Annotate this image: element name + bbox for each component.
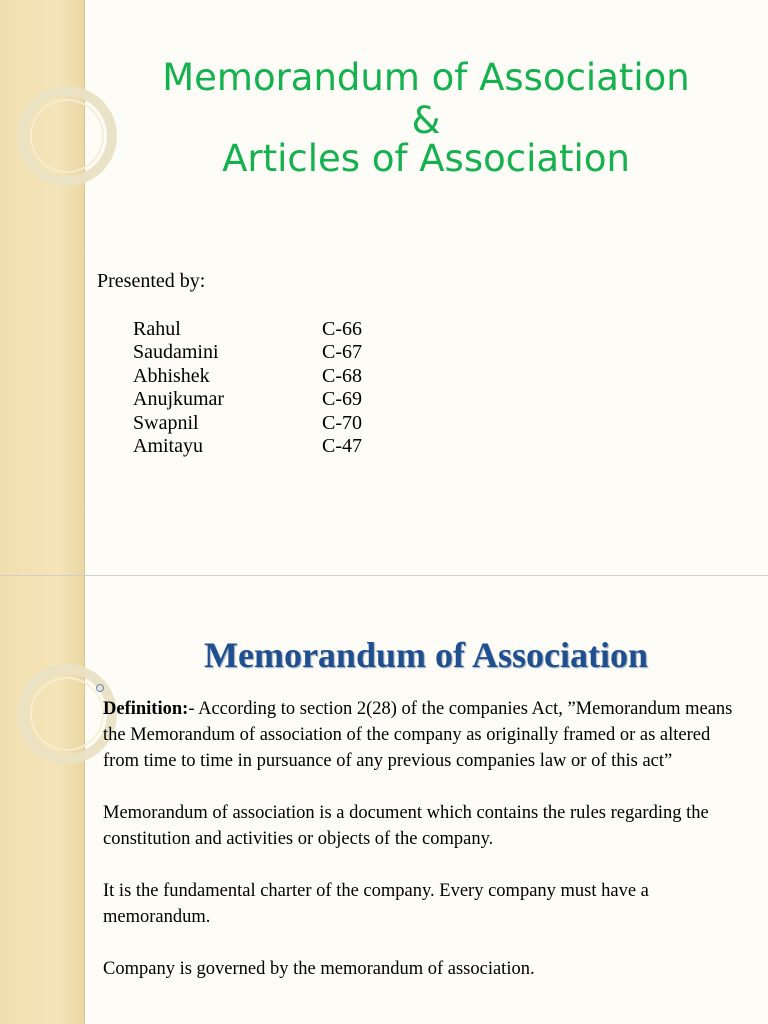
member-row: [133, 318, 362, 341]
member-roll: C-66: [322, 318, 362, 340]
member-roll: C-68: [322, 364, 362, 387]
member-roll: C-47: [322, 435, 362, 458]
member-name: Anujkumar: [133, 388, 225, 411]
slide-body: [103, 696, 733, 1008]
title-line-2: Articles of Association: [222, 137, 630, 180]
member-name: Abhishek: [133, 364, 210, 387]
bullet-circle-icon: [96, 684, 104, 692]
definition-text: - According to section 2(28) of the companies Act, ”Memorandum means the Memorandum of association of the company as originally framed or as altered from time to time in pursuance of any previous companies law or of this act”: [103, 699, 733, 771]
members-list: [133, 318, 362, 458]
member-row: [133, 412, 362, 435]
definition-label: Definition:: [103, 699, 189, 719]
member-row: [133, 365, 362, 388]
member-roll: C-69: [322, 388, 362, 411]
member-roll: C-70: [322, 411, 362, 434]
title-ampersand: &: [411, 99, 441, 142]
member-name: Rahul: [133, 318, 181, 340]
member-name: Swapnil: [133, 411, 199, 434]
definition-paragraph: [103, 696, 733, 774]
presented-by-label: Presented by:: [97, 270, 206, 292]
member-row: [133, 435, 362, 458]
slide-2: [0, 576, 768, 1024]
paragraph-document: Memorandum of association is a document which contains the rules regarding the constitution and activities or objects of the company.: [103, 803, 709, 849]
title-line-1: Memorandum of Association: [162, 56, 690, 99]
member-roll: C-67: [322, 341, 362, 364]
decorative-ring-inner: [30, 677, 104, 751]
member-name: Saudamini: [133, 341, 219, 364]
slide-title: Memorandum of Association: [204, 635, 648, 675]
paragraph-governed: Company is governed by the memorandum of association.: [103, 959, 535, 979]
member-name: Amitayu: [133, 435, 203, 458]
member-row: [133, 341, 362, 364]
decorative-side-strip: [0, 576, 85, 1024]
member-row: [133, 388, 362, 411]
paragraph-charter: It is the fundamental charter of the company. Every company must have a memorandum.: [103, 881, 649, 927]
